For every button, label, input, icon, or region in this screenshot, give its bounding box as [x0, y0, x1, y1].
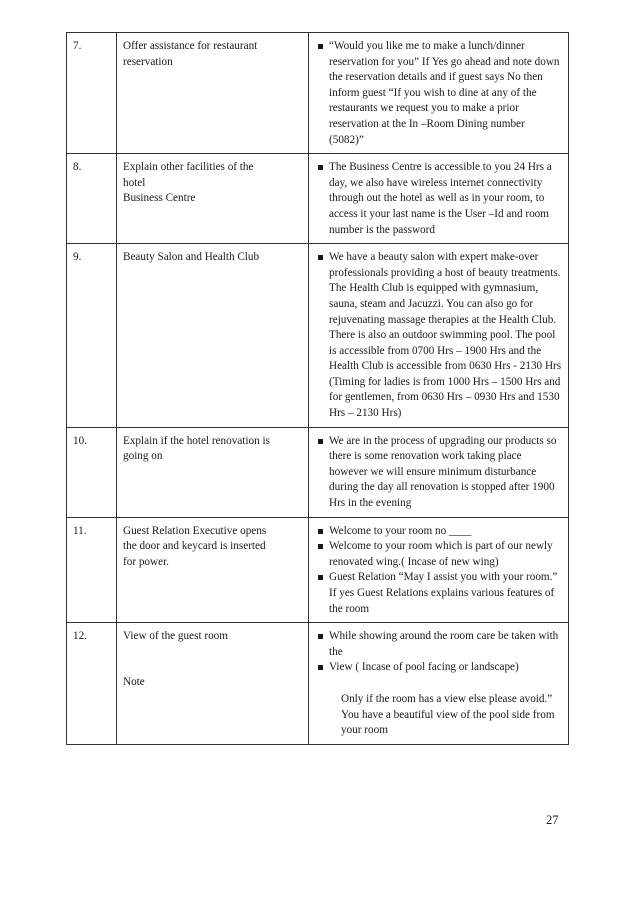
standard-text: Welcome to your room no ____: [329, 524, 472, 537]
standard-bullet-item: [315, 250, 562, 422]
standard-text: View ( Incase of pool facing or landscape): [329, 661, 519, 674]
square-bullet-icon: [318, 575, 323, 580]
standard-list: [315, 524, 562, 618]
standard-bullet-item: [315, 39, 562, 148]
standard-cell: [309, 154, 569, 244]
step-line: Explain if the hotel renovation is: [123, 434, 270, 447]
standard-list: [315, 629, 562, 739]
standard-note-item: [315, 692, 562, 739]
step-number: 10.: [67, 427, 117, 517]
table-row: [67, 244, 569, 428]
step-line: Offer assistance for restaurant: [123, 40, 258, 52]
step-description: [117, 517, 309, 623]
sop-table-body: [67, 33, 569, 745]
standard-cell: [309, 33, 569, 154]
standard-bullet-item: [315, 660, 562, 676]
standard-bullet-item: [315, 160, 562, 238]
standard-text: Guest Relation “May I assist you with your room.” If yes Guest Relations explains various features of the room: [329, 571, 558, 615]
table-row: [67, 427, 569, 517]
standard-text: We are in the process of upgrading our products so there is some renovation work taking place however we will ensure minimum disturbance during the day all renovation is stopped after 1900 Hrs in the evening: [329, 434, 557, 510]
square-bullet-icon: [318, 634, 323, 639]
step-line: Business Centre: [123, 192, 196, 205]
step-line: View of the guest room: [123, 630, 228, 643]
table-row: [67, 517, 569, 623]
step-description: [117, 33, 309, 154]
standard-cell: [309, 517, 569, 623]
standard-bullet-item: [315, 434, 562, 512]
step-number: 9.: [67, 244, 117, 428]
standard-list: [315, 434, 562, 512]
page-number: 27: [546, 813, 559, 827]
standard-list: [315, 39, 562, 148]
standard-text: We have a beauty salon with expert make-over professionals providing a host of beauty treatments. The Health Club is equipped with gymnasium, sauna, steam and Jacuzzi. You can also go for rejuvenating massage therapies at the Health Club. There is also an outdoor swimming pool. The pool is accessible from 0700 Hrs – 1900 Hrs and the Health Club is accessible from 0630 Hrs - 2130 Hrs (Timing for ladies is from 1000 Hrs – 1500 Hrs and for gentlemen, from 0630 Hrs – 0930 Hrs and 1530 Hrs – 2130 Hrs): [329, 251, 562, 420]
standard-text: While showing around the room care be taken with the: [329, 630, 559, 658]
step-note-label: Note: [123, 675, 145, 688]
step-line: hotel: [123, 176, 146, 189]
step-description: [117, 154, 309, 244]
standard-list: [315, 250, 562, 422]
standard-text: Welcome to your room which is part of our newly renovated wing.( Incase of new wing): [329, 540, 553, 568]
step-line: going on: [123, 450, 163, 463]
square-bullet-icon: [318, 544, 323, 549]
square-bullet-icon: [318, 255, 323, 260]
step-number: 7.: [67, 33, 117, 154]
table-row: [67, 623, 569, 745]
step-line: the door and keycard is inserted: [123, 540, 266, 553]
step-number: 8.: [67, 154, 117, 244]
standard-bullet-item: [315, 629, 562, 660]
step-description: [117, 623, 309, 745]
step-number: 12.: [67, 623, 117, 745]
step-line: Beauty Salon and Health Club: [123, 251, 260, 264]
step-line: Explain other facilities of the: [123, 161, 254, 174]
sop-table: [66, 32, 569, 745]
table-row: [67, 33, 569, 154]
step-line: reservation: [123, 55, 173, 68]
standard-list: [315, 160, 562, 238]
step-line: Guest Relation Executive opens: [123, 524, 267, 537]
step-description: [117, 427, 309, 517]
square-bullet-icon: [318, 665, 323, 670]
standard-text: “Would you like me to make a lunch/dinner reservation for you” If Yes go ahead and note down the reservation details and if guest says No then inform guest “If you wish to dine at any of the restaurants we request you to make a prior reservation at the In –Room Dining number (5082)”: [329, 40, 560, 146]
standard-cell: [309, 623, 569, 745]
square-bullet-icon: [318, 165, 323, 170]
standard-text: Only if the room has a view else please avoid.” You have a beautiful view of the pool side from your room: [341, 692, 555, 737]
standard-bullet-item: [315, 570, 562, 617]
square-bullet-icon: [318, 529, 323, 534]
standard-bullet-item: [315, 524, 562, 540]
square-bullet-icon: [318, 44, 323, 49]
standard-text: The Business Centre is accessible to you 24 Hrs a day, we also have wireless internet connectivity through out the hotel as well as in your room, to access it your last name is the User –Id and room number is the password: [329, 161, 552, 236]
step-line: for power.: [123, 555, 169, 568]
step-description: [117, 244, 309, 428]
standard-cell: [309, 427, 569, 517]
step-number: 11.: [67, 517, 117, 623]
standard-bullet-item: [315, 539, 562, 570]
table-row: [67, 154, 569, 244]
square-bullet-icon: [318, 439, 323, 444]
standard-cell: [309, 244, 569, 428]
